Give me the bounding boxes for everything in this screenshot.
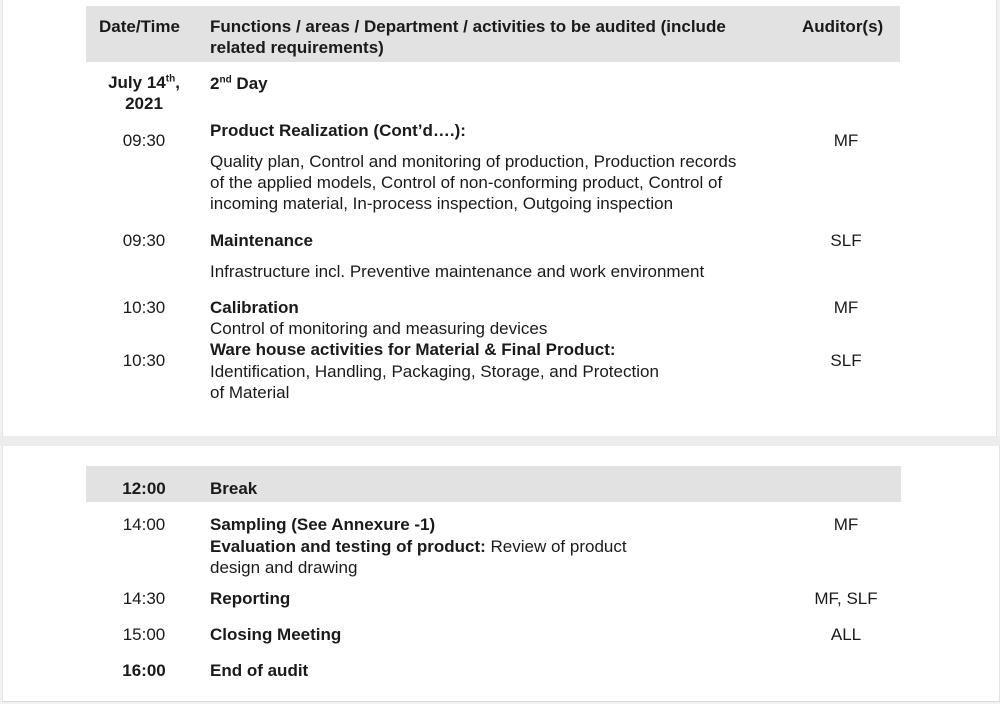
row-title: Ware house activities for Material & Final Product:: [210, 340, 616, 359]
day-label: 2nd Day: [210, 74, 268, 93]
row-title: Maintenance: [210, 231, 313, 250]
row-title: Sampling (See Annexure -1): [210, 515, 436, 534]
row-title: Calibration: [210, 298, 299, 317]
row-description: Infrastructure incl. Preventive maintenance and work environment: [210, 262, 705, 281]
row-description: design and drawing: [210, 558, 358, 577]
row-time: 16:00: [122, 661, 166, 680]
row-time: 10:30: [122, 351, 166, 370]
header-auditors: Auditor(s): [802, 17, 884, 36]
day-date-line2: 2021: [125, 94, 163, 113]
row-auditor: MF: [833, 515, 859, 534]
row-time: 14:00: [122, 515, 166, 534]
break-row: [86, 466, 901, 502]
row-title: Reporting: [210, 589, 291, 608]
break-title: Break: [210, 479, 258, 498]
row-auditor: SLF: [830, 231, 862, 250]
row-auditor: MF: [833, 298, 859, 317]
row-title: End of audit: [210, 661, 309, 680]
row-description: Quality plan, Control and monitoring of production, Production records: [210, 152, 737, 171]
row-description: of the applied models, Control of non-conforming product, Control of: [210, 173, 723, 192]
header-date-time: Date/Time: [99, 17, 180, 36]
page-gap: [0, 436, 1000, 446]
header-functions-line1: Functions / areas / Department / activities to be audited (include: [210, 17, 726, 36]
row-title-secondary: Evaluation and testing of product: Review of product: [210, 537, 627, 556]
break-time: 12:00: [122, 479, 166, 498]
row-description: Identification, Handling, Packaging, Storage, and Protection: [210, 362, 659, 381]
row-description: of Material: [210, 383, 290, 402]
row-description: incoming material, In-process inspection, Outgoing inspection: [210, 194, 674, 213]
row-description: Control of monitoring and measuring devices: [210, 319, 548, 338]
row-title: Product Realization (Cont’d….):: [210, 121, 466, 140]
row-title: Closing Meeting: [210, 625, 342, 644]
row-auditor: MF: [833, 131, 859, 150]
row-time: 09:30: [122, 131, 166, 150]
row-auditor: ALL: [830, 625, 862, 644]
row-auditor: MF, SLF: [814, 589, 878, 608]
row-auditor: SLF: [830, 351, 862, 370]
row-time: 14:30: [122, 589, 166, 608]
day-date-line1: July 14th,: [108, 73, 180, 92]
row-time: 10:30: [122, 298, 166, 317]
row-time: 09:30: [122, 231, 166, 250]
row-time: 15:00: [122, 625, 166, 644]
header-functions-line2: related requirements): [210, 38, 384, 57]
